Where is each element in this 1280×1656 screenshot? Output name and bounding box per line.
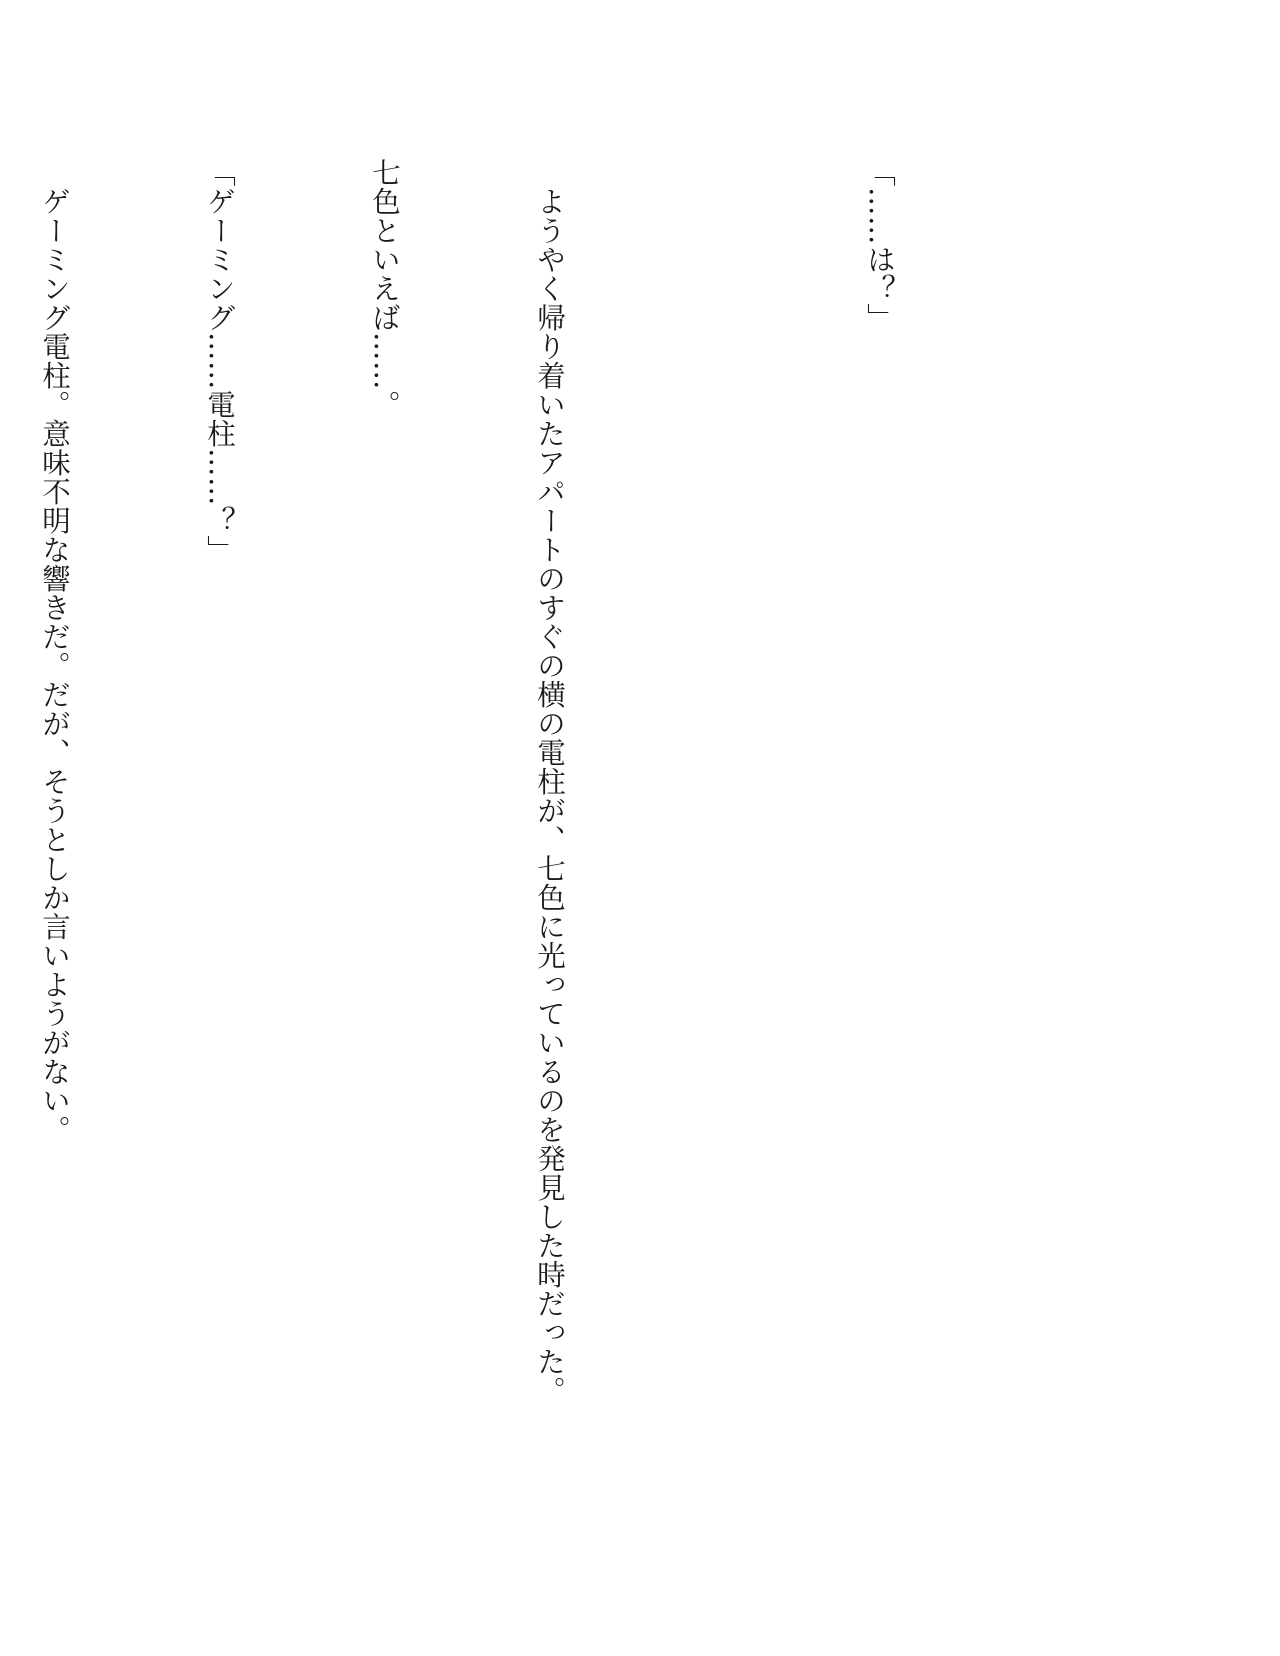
text-line: ゲーミング電柱。意味不明な響きだ。だが、そうとしか言いようがない。 — [38, 158, 71, 1144]
text-line: 七色といえば……。 — [368, 158, 401, 419]
vertical-text-block — [0, 158, 1017, 1518]
text-line: 「ゲーミング……電柱……？」 — [203, 158, 236, 564]
text-line: 「……は？」 — [863, 158, 896, 332]
text-line: ようやく帰り着いたアパートのすぐの横の電柱が、七色に光っているのを発見した時だった。 — [533, 158, 566, 1405]
blank-line — [687, 158, 742, 1518]
